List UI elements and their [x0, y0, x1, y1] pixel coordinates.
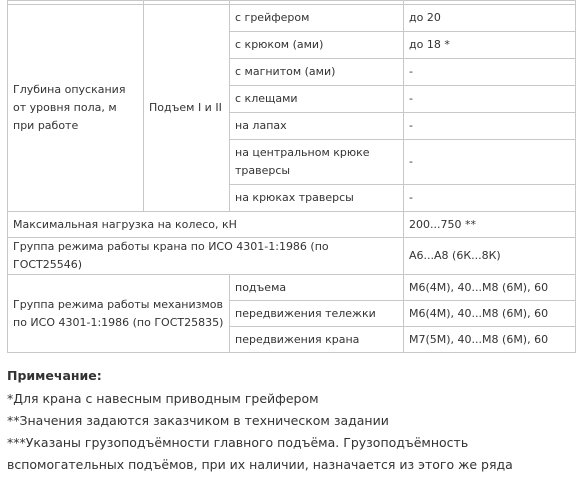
notes-block [7, 365, 575, 476]
mech-value-cell: М7(5М), 40...М8 (6М), 60 [404, 327, 576, 353]
crane-group-value-cell: А6...А8 (6К...8К) [404, 238, 576, 275]
param-name-cell: на лапах [230, 113, 404, 140]
note-item: *Для крана с навесным приводным грейфером [7, 391, 319, 406]
param-name-cell: с магнитом (ами) [230, 59, 404, 86]
table-row [8, 212, 576, 238]
note-item: **Значения задаются заказчиком в техническом задании [7, 413, 389, 428]
mech-name-cell: передвижения тележки [230, 301, 404, 327]
param-value-cell: - [404, 113, 576, 140]
param-value-cell: до 20 [404, 5, 576, 32]
mech-name-cell: подъема [230, 275, 404, 301]
specification-table [7, 0, 576, 353]
crane-group-label-cell: Группа режима работы крана по ИСО 4301-1:1986 (по ГОСТ25546) [8, 238, 404, 275]
param-name-cell: с крюком (ами) [230, 32, 404, 59]
wheel-load-value-cell: 200...750 ** [404, 212, 576, 238]
wheel-load-label-cell: Максимальная нагрузка на колесо, кН [8, 212, 404, 238]
mech-value-cell: М6(4М), 40...М8 (6М), 60 [404, 275, 576, 301]
param-name-cell: на центральном крюке траверсы [230, 140, 404, 185]
table-row [8, 238, 576, 275]
table-row [8, 5, 576, 32]
mech-group-label-cell: Группа режима работы механизмов по ИСО 4301-1:1986 (по ГОСТ25835) [8, 275, 230, 353]
param-value-cell: - [404, 86, 576, 113]
notes-title: Примечание: [7, 368, 102, 383]
note-item: ***Указаны грузоподъёмности главного подъёма. Грузоподъёмность вспомогательных подъёмов, при их наличии, назначается из этого же ряда [7, 435, 513, 472]
mech-value-cell: М6(4М), 40...М8 (6М), 60 [404, 301, 576, 327]
param-name-cell: на крюках траверсы [230, 185, 404, 212]
depth-mode-cell: Подъем I и II [144, 5, 230, 212]
param-name-cell: с грейфером [230, 5, 404, 32]
param-value-cell: - [404, 185, 576, 212]
table-row [8, 275, 576, 301]
depth-label-cell: Глубина опускания от уровня пола, м при работе [8, 5, 144, 212]
param-value-cell: - [404, 59, 576, 86]
mech-name-cell: передвижения крана [230, 327, 404, 353]
spec-sheet [7, 0, 575, 476]
param-value-cell: до 18 * [404, 32, 576, 59]
param-value-cell: - [404, 140, 576, 185]
param-name-cell: с клещами [230, 86, 404, 113]
